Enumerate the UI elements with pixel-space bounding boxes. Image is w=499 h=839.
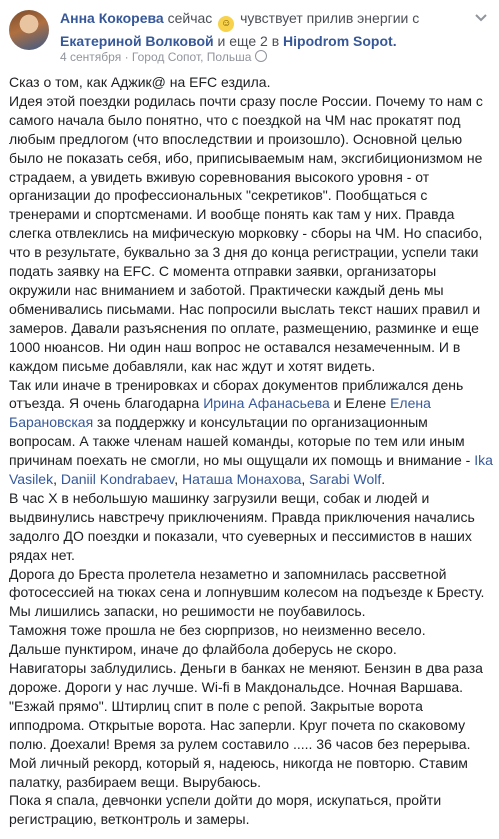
and-others-text[interactable]: и еще 2	[217, 33, 268, 49]
post-location-text[interactable]: Город Сопот, Польша	[131, 50, 252, 64]
meta-separator: ·	[124, 50, 129, 64]
text-span: ,	[53, 471, 61, 488]
text-span: Так или иначе в тренировках и сборах документов приближался день отъезда. Я очень благодарна	[9, 376, 464, 412]
tag-sarabi-link[interactable]: Sarabi Wolf	[309, 471, 382, 488]
post-time-text: сейчас	[167, 10, 213, 26]
author-name-link[interactable]: Анна Кокорева	[60, 10, 164, 26]
tag-daniil-link[interactable]: Daniil Kondrabaev	[60, 471, 175, 488]
tag-natasha-link[interactable]: Наташа Монахова	[182, 471, 302, 488]
paragraph-brest: Дорога до Бреста пролетела незаметно и запомнилась рассветной фотосессией на тюках сена и лопнувшим колесом на подъезде к Бресту. Мы лишились запаски, но решимости не поубавилось.	[9, 565, 485, 620]
post-date-link[interactable]: 4 сентября	[60, 50, 122, 64]
post-headline	[60, 9, 490, 51]
paragraph-trip: Навигаторы заблудились. Деньги в банках не меняют. Бензин в два раза дороже. Дороги у нас лучше. Wi-fi в Макдональдсе. Ночная Варшава. "Езжай прямо". Штирлиц спит в поле с репой. Закрытые ворота ипподрома. Открытые ворота. Нас заперли. Круг почета по скаковому полю. Доехали! Время за рулем составило ..... 36 часов без перерыва. Мой личный рекорд, который я, надеюсь, никогда не повторю. Ставим палатку, разбираем вещи. Вырубаюсь.	[9, 660, 483, 790]
chevron-down-icon[interactable]	[475, 14, 487, 22]
paragraph-customs: Таможня тоже прошла не без сюрпризов, но неизменно весело.	[9, 622, 426, 639]
laughing-face-icon: ☺	[218, 16, 234, 32]
tag-ika-link[interactable]: Ika Vasilek	[9, 452, 493, 488]
paragraph-idea: Идея этой поездки родилась почти сразу после России. Почему то нам с самого начала было понятно, что с поездкой на ЧМ нас прокатят под любым предлогом (что впоследствии и произошло). Основной целью было не показать себя, ибо, приписываемым нам, эксгибиционизмом не страдаем, а увидеть вживую соревнования высокого уровня - от организации до профессиональных "секретиков". Пообщаться с тренерами и спортсменами. И вообще понять как там у них. Правда слегка отвлеклись на мифическую морковку - сборы на ЧМ. Но спасибо, что в результате, буквально за 3 дня до конца регистрации, успели таки подать заявку на EFC. С момента отправки заявки, организаторы окружили нас вниманием и заботой. Практически каждый день мы обменивались письмами. Нас попросили выслать текст наших правил и замеров. Давали разъяснения по оплате, размещению, разминке и еще 1000 нюансов. Ни один наш вопрос не оставался незамеченным. И в каждом письме добавляли, как нас ждут и хотят видеть.	[9, 92, 483, 374]
post-header	[0, 0, 499, 80]
text-span: ,	[174, 471, 183, 488]
text-span: и Елене	[329, 395, 391, 412]
feeling-text: чувствует прилив энергии с	[240, 10, 420, 26]
text-span: за поддержку и консультации по организационным вопросам. А также членам нашей команды, которые по тем или иным причинам поехать не смогли, но мы ощущали их помощь и внимание -	[9, 414, 475, 469]
text-span: ,	[301, 471, 310, 488]
in-word-text: в	[271, 33, 280, 49]
paragraph-dotted: Дальше пунктиром, иначе до флайбола доберусь не скоро.	[9, 641, 397, 658]
paragraph-thanks	[9, 376, 493, 489]
place-link[interactable]: Hipodrom Sopot.	[283, 33, 397, 49]
globe-icon	[255, 50, 267, 62]
paragraph-arrival: Пока я спала, девчонки успели дойти до моря, искупаться, пройти регистрацию, ветконтроль и замеры.	[9, 792, 442, 828]
post-meta	[60, 49, 267, 65]
post-body	[9, 73, 493, 829]
post-title-text: Сказ о том, как Аджик@ на EFC ездила.	[9, 74, 271, 90]
tag-irina-link[interactable]: Ирина Афанасьева	[203, 395, 330, 412]
author-avatar[interactable]	[9, 10, 49, 50]
paragraph-departure: В час Х в небольшую машинку загрузили вещи, собак и людей и выдвинулись навстречу приключениям. Правда приключения начались задолго ДО поездки и показали, что суеверных и пессимистов в наших рядах нет.	[9, 489, 475, 563]
tag-elena-link[interactable]: Елена Барановская	[9, 395, 431, 431]
tagged-person-link[interactable]: Екатериной Волковой	[60, 33, 214, 49]
text-span: .	[381, 471, 386, 488]
